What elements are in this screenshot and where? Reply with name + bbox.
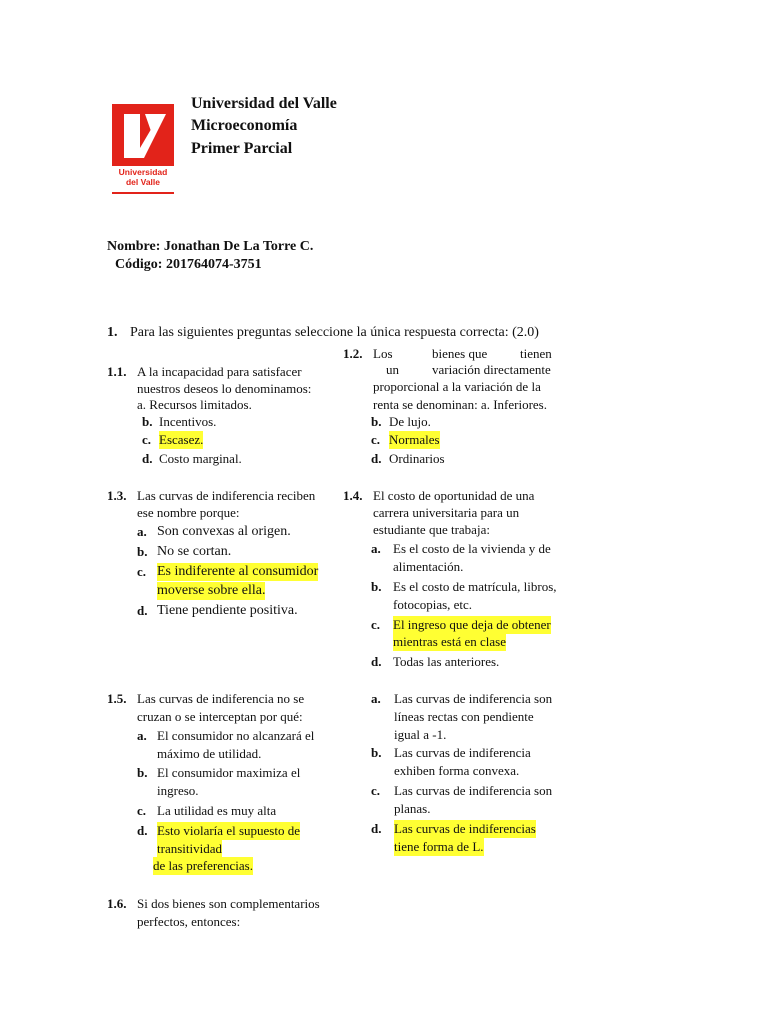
option-b: Es el costo de matrícula, libros, <box>393 579 557 594</box>
option-letter: b. <box>371 745 382 760</box>
option-c-highlighted: Escasez. <box>159 432 204 447</box>
exam-title: Primer Parcial <box>191 140 293 157</box>
option-b: exhiben forma convexa. <box>394 763 520 778</box>
question-number: 1.6. <box>107 896 127 911</box>
question-text: Las curvas de indiferencia reciben <box>137 488 316 503</box>
option-c: La utilidad es muy alta <box>157 803 277 818</box>
option-a: Las curvas de indiferencia son <box>394 691 553 706</box>
option-d-highlighted: tiene forma de L. <box>394 839 484 854</box>
option-b: fotocopias, etc. <box>393 597 473 612</box>
option-letter: d. <box>137 603 148 618</box>
option-letter: c. <box>371 617 381 632</box>
option-letter: a. <box>137 524 147 539</box>
question-text: A la incapacidad para satisfacer <box>137 364 302 379</box>
option-letter: a. <box>371 691 381 706</box>
question-number: 1.1. <box>107 364 127 379</box>
section-1-instructions: Para las siguientes preguntas seleccione la única respuesta correcta: (2.0) <box>130 325 539 340</box>
student-code: Código: 201764074-3751 <box>115 257 262 272</box>
option-c: planas. <box>394 801 431 816</box>
option-a: a. Recursos limitados. <box>137 397 252 412</box>
option-b: No se cortan. <box>157 544 232 559</box>
question-text: cruzan o se interceptan por qué: <box>137 709 303 724</box>
question-text: proporcional a la variación de la <box>373 379 541 394</box>
option-b: El consumidor maximiza el <box>157 765 301 780</box>
option-letter: d. <box>142 451 153 466</box>
option-letter: d. <box>371 451 382 466</box>
option-c-highlighted: mientras está en clase <box>393 634 506 649</box>
option-b: ingreso. <box>157 783 199 798</box>
option-a: El consumidor no alcanzará el <box>157 728 315 743</box>
option-d-highlighted: Las curvas de indiferencias <box>394 821 536 836</box>
option-d-highlighted: de las preferencias. <box>153 858 253 873</box>
option-letter: c. <box>371 432 381 447</box>
option-c-highlighted: El ingreso que deja de obtener <box>393 617 551 632</box>
option-b: Las curvas de indiferencia <box>394 745 531 760</box>
option-letter: c. <box>142 432 152 447</box>
option-d: Costo marginal. <box>159 451 242 466</box>
option-a: alimentación. <box>393 559 464 574</box>
question-number: 1.4. <box>343 488 363 503</box>
question-text: perfectos, entonces: <box>137 914 241 929</box>
option-letter: b. <box>142 414 153 429</box>
question-number: 1.3. <box>107 488 127 503</box>
option-c-highlighted: moverse sobre ella. <box>157 583 266 598</box>
option-d-highlighted: transitividad <box>157 841 222 856</box>
option-letter: b. <box>137 765 148 780</box>
option-d: Todas las anteriores. <box>393 654 500 669</box>
option-a: Es el costo de la vivienda y de <box>393 541 551 556</box>
option-letter: d. <box>137 823 148 838</box>
logo-text-line2: del Valle <box>125 177 161 187</box>
question-text: variación directamente <box>432 362 551 377</box>
option-letter: c. <box>371 783 381 798</box>
question-text: un <box>386 362 399 377</box>
question-text: ese nombre porque: <box>137 505 240 520</box>
option-c-highlighted: Normales <box>389 432 440 447</box>
question-text: estudiante que trabaja: <box>373 522 490 537</box>
question-text: carrera universitaria para un <box>373 505 520 520</box>
option-letter: b. <box>137 544 148 559</box>
question-text: Las curvas de indiferencia no se <box>137 691 305 706</box>
course-title: Microeconomía <box>191 117 298 134</box>
option-letter: a. <box>371 541 381 556</box>
option-letter: d. <box>371 821 382 836</box>
option-c-highlighted: Es indiferente al consumidor <box>157 564 319 579</box>
option-letter: c. <box>137 564 147 579</box>
question-text: bienes que <box>432 346 488 361</box>
option-letter: c. <box>137 803 147 818</box>
option-a: igual a -1. <box>394 727 447 742</box>
question-number: 1.5. <box>107 691 127 706</box>
question-text: Los <box>373 346 393 361</box>
option-a: máximo de utilidad. <box>157 746 262 761</box>
option-c: Las curvas de indiferencia son <box>394 783 553 798</box>
question-text: Si dos bienes son complementarios <box>137 896 320 911</box>
option-d: Ordinarios <box>389 451 445 466</box>
question-number: 1.2. <box>343 346 363 361</box>
option-letter: d. <box>371 654 382 669</box>
student-name: Nombre: Jonathan De La Torre C. <box>107 239 314 254</box>
option-a: Son convexas al origen. <box>157 524 291 539</box>
logo-text-line1: Universidad <box>118 167 168 177</box>
option-letter: a. <box>137 728 147 743</box>
option-a: líneas rectas con pendiente <box>394 709 534 724</box>
option-b: Incentivos. <box>159 414 217 429</box>
option-a: renta se denominan: a. Inferiores. <box>373 397 547 412</box>
option-letter: b. <box>371 579 382 594</box>
option-d: Tiene pendiente positiva. <box>157 603 298 618</box>
question-text: nuestros deseos lo denominamos: <box>137 381 312 396</box>
option-b: De lujo. <box>389 414 431 429</box>
university-title: Universidad del Valle <box>191 95 337 112</box>
section-1-number: 1. <box>107 325 118 340</box>
option-letter: b. <box>371 414 382 429</box>
question-text: tienen <box>520 346 552 361</box>
university-logo <box>112 104 174 194</box>
option-d-highlighted: Esto violaría el supuesto de <box>157 823 300 838</box>
question-text: El costo de oportunidad de una <box>373 488 535 503</box>
